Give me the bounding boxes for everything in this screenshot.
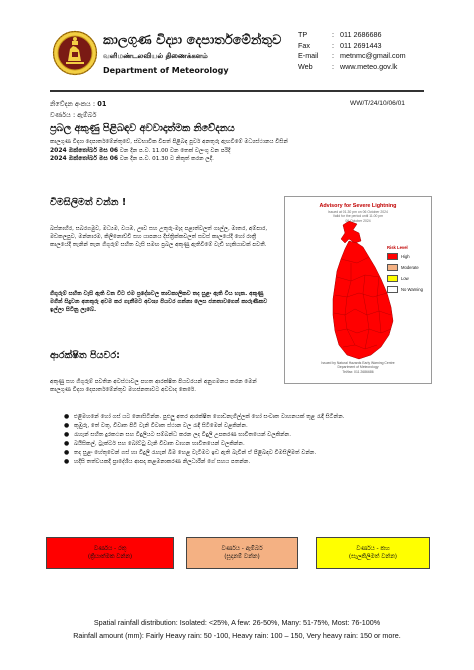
contact-key: E-mail xyxy=(298,51,319,61)
contact-key: Web xyxy=(298,61,313,71)
list-item-text: එළිමහනේ හෝ ගස් යට නොසිටින්න. පුළුලු අතර ආරක්ෂිත ගොඩනැගිල්ලක් හෝ සංවෘත වාහනයක් තුළ රැඳී සිටින්න. xyxy=(74,414,345,420)
map-title: Advisory for Severe Lightning xyxy=(319,203,397,209)
legend-title: Risk Level xyxy=(387,245,408,250)
legend-item-no-warning xyxy=(387,286,423,293)
map-validity-line: Valid for the period until 11.00 pm xyxy=(332,214,384,219)
intro-paragraph xyxy=(50,138,420,164)
list-item-text: තද සුළං හේතුවෙන් ගස් හා විදුලි රැහැන් බිම හෙළ වැටීමට ඉඩ ඇති බැවින් ඒ පිළිබඳව විමසිලිමත් වන්න. xyxy=(74,450,317,456)
bullet-icon: ● xyxy=(64,431,70,438)
footer-rainfall-amount: Rainfall amount (mm): Fairly Heavy rain: 50 -100, Heavy rain: 100 – 150, Very heavy rain: 150 or more. xyxy=(73,631,401,640)
reference-number: WW/T/24/10/06/01 xyxy=(350,100,405,107)
map-region-north xyxy=(341,221,361,243)
legend-item-low xyxy=(387,275,423,282)
legend-label: Moderate xyxy=(401,265,419,270)
legend-label: High xyxy=(401,254,410,259)
map-validity-line: 06 October 2024 xyxy=(345,218,371,223)
bullet-icon: ● xyxy=(64,422,70,429)
level-description: (සැලකිලිමත් වන්න) xyxy=(348,554,398,560)
precautions-heading: ආරක්ෂිත පියවර: xyxy=(50,350,120,361)
level-box-yellow xyxy=(316,537,430,569)
contact-row-tp: TP : 011 2686686 xyxy=(298,30,382,39)
precautions-intro: අකුණු සහ ගිගුරුම් පවතින අවස්ථාවල පහත ආරක්ෂිත පියවරයන් අනුගමනය කරන මෙන් කාලගුණ විද්‍යා දෙපාර්තමේන්තුව මහජනතාවට අවවාද කෙරේ. xyxy=(50,379,257,393)
legend-item-high xyxy=(387,253,423,260)
phone-number: 011 2686686 xyxy=(340,30,382,39)
legend-swatch xyxy=(387,253,398,260)
department-name-tamil: வளிமண்டலவியல் திணைக்களம் xyxy=(103,52,208,60)
legend-swatch xyxy=(387,275,398,282)
list-item xyxy=(50,458,420,466)
footer-spatial-distribution: Spatial rainfall distribution: Isolated: <25%, A few: 26-50%, Many: 51-75%, Most: 76-100% xyxy=(93,618,381,627)
bullet-icon: ● xyxy=(64,458,70,465)
contact-row-fax: Fax : 011 2691443 xyxy=(298,40,382,50)
level-title: වර්ණය - ඇම්බර් xyxy=(221,545,263,552)
contact-row-web: Web : www.meteo.gov.lk xyxy=(298,61,398,71)
valid-until-text: වන දින ප.ව. 11.00 වන තෙක් වලංගු වන පරිදි xyxy=(119,147,231,154)
list-item-text: හදිසි තත්වයකදී ප්‍රාදේශීය ආපදා කළමනාකරණ නිලධාරීන් ගේ සහය පතන්න. xyxy=(74,459,251,465)
department-name-english: Department of Meteorology xyxy=(103,66,229,75)
email-link[interactable]: metnmc@gmail.com xyxy=(340,51,406,61)
legend-item-moderate xyxy=(387,264,423,271)
level-title: වර්ණය - රතු xyxy=(93,545,127,552)
issued-text: වන දින ප.ව. 01.30 ට නිකුත් කරන ලදී. xyxy=(119,156,214,163)
map-issued-by xyxy=(285,361,431,374)
precautions-list xyxy=(50,413,420,467)
legend-label: Low xyxy=(401,276,409,281)
list-item-text: රැහැන් සහිත දුරකථන සහ විදුලියට සම්බන්ධ කරන ලද විදුලි උපකරණ භාවිතයෙන් වලකින්න. xyxy=(74,432,291,438)
level-description: (ක්‍රියාත්මක වන්න) xyxy=(87,554,133,560)
list-item-text: බයිසිකල්, ට්‍රැක්ටර් සහ බෝට්ටු වැනි විවෘත වාහන භාවිතයෙන් වලකින්න. xyxy=(74,441,245,447)
government-emblem-logo xyxy=(52,30,98,76)
colour-status: වර්ණය : ඇම්බර් xyxy=(50,111,97,119)
bulletin-number xyxy=(50,100,106,109)
contact-key: Fax xyxy=(298,40,310,50)
level-box-red xyxy=(46,537,174,569)
affected-areas-text: බස්නාහිර, සබරගමුව, මධ්‍යම, වයඹ, ඌව සහ උතුරු-මැද පළාත්වලත් ගාල්ල, මාතර, අම්පාර, මඩකලපුව, මන්නාරම, කිලිනොච්චි සහ යාපනය දිස්ත්‍රික්කවලත් සවස් කාලයේදී හෝ රාත්‍රී කාලයේදී තැනින් තැන ගිගුරුම් සහිත වැසි සමඟ ප්‍රබල අකුණු ඇතිවීමේ වැඩි හැකියාවක් පවතී. xyxy=(50,226,268,248)
issued-date: 2024 ඔක්තෝබර් මස 06 xyxy=(50,155,119,163)
issued-by-line: Tel/fax: 011 2686686 xyxy=(342,369,374,374)
intro-line-2 xyxy=(50,147,420,156)
issued-by-line: Issued by Natural Hazards Early Warning Centre xyxy=(321,361,395,365)
contact-details xyxy=(298,30,406,72)
list-item-text: කුඹුරු, තේ වතු, විවෘත පිටි වැනි විවෘත ස්ථාන වල රැඳී සිටීමෙන් වළකින්න. xyxy=(74,423,248,429)
advisory-map xyxy=(284,196,432,384)
level-description: (සූදානම් වන්න) xyxy=(224,554,260,560)
header-divider xyxy=(50,90,424,92)
website-link[interactable]: www.meteo.gov.lk xyxy=(340,61,398,71)
list-item xyxy=(50,413,420,421)
level-title: වර්ණය - කහ xyxy=(356,545,390,552)
list-item xyxy=(50,449,420,457)
list-item xyxy=(50,431,420,439)
map-validity-line: Issued at 01.30 pm on 06 October 2024 xyxy=(328,210,388,214)
list-item xyxy=(50,422,420,430)
legend-swatch xyxy=(387,264,398,271)
list-item xyxy=(50,440,420,448)
map-legend xyxy=(387,245,423,297)
issued-by-line: Department of Meteorology xyxy=(337,365,379,370)
warning-heading: විමසිලිමත් වන්න ! xyxy=(50,197,127,208)
contact-row-email: E-mail : metnmc@gmail.com xyxy=(298,51,406,61)
map-region-main-island xyxy=(333,241,393,359)
level-box-amber xyxy=(186,537,298,569)
intro-line-1: කාලගුණ විද්‍යා දෙපාර්තමේන්තුවේ, ස්වභාවික විපත් පිළිබඳ පූර්ව අනතුරු ඇඟවීමේ මධ්‍යස්ථානය විසින් xyxy=(50,139,288,145)
intro-line-3 xyxy=(50,155,420,164)
fax-number: 011 2691443 xyxy=(340,40,382,50)
valid-until-date: 2024 ඔක්තෝබර් මස 06 xyxy=(50,146,119,154)
bullet-icon: ● xyxy=(64,440,70,447)
legend-swatch xyxy=(387,286,398,293)
document-title: ප්‍රබල අකුණු පිළිබඳව අවවාදාත්මක නිවේදනය xyxy=(50,123,235,134)
contact-key: TP xyxy=(298,30,308,39)
caution-text: ගිගුරුම් සහිත වැසි ඇති වන විට එම ප්‍රදේශවල තාවකාලිකව තද සුළං ඇති විය හැක. අකුණු මගින් සිදුවන අනතුරු අවම කර ගැනීමට අවශ්‍ය පියවර ගන්නා ලෙස ජනතාවගෙන් කාරුණිකව ඉල්ලා සිටිනු ලැබේ. xyxy=(50,291,268,313)
legend-label: No Warning xyxy=(401,287,423,292)
map-validity xyxy=(285,210,431,223)
bulletin-label: නිවේදන අංකය : xyxy=(50,100,96,108)
department-name-sinhala: කාලගුණ විද්‍යා දෙපාර්තමේන්තුව xyxy=(103,33,282,48)
bullet-icon: ● xyxy=(64,449,70,456)
bulletin-value: 01 xyxy=(97,100,107,108)
bullet-icon: ● xyxy=(64,413,70,420)
